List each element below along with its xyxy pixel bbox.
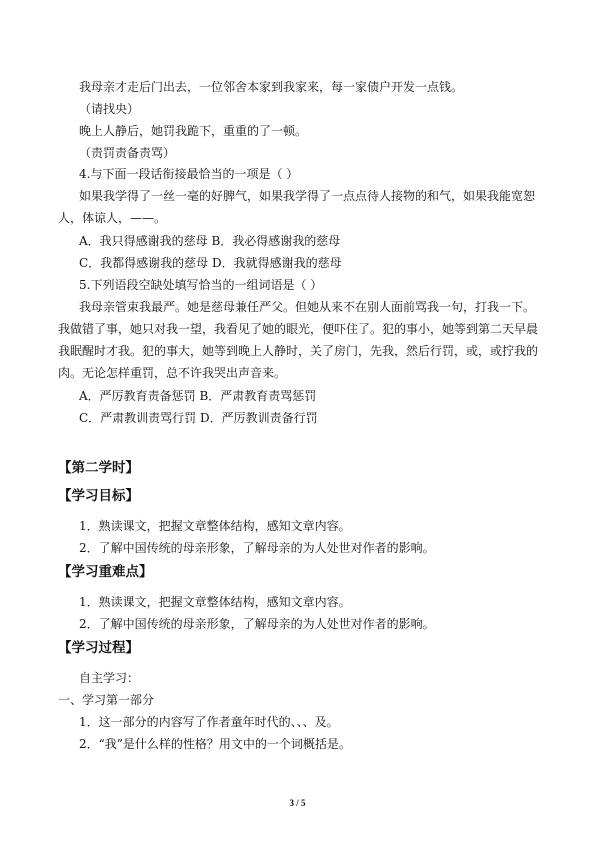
process-item: 2．“我”是什么样的性格？用文中的一个词概括是。 <box>79 737 351 751</box>
option-line: A．严厉教育责备惩罚 B．严肃教育责骂惩罚 <box>79 389 317 403</box>
text-line: 晚上人静后，她罚我跪下，重重的了一顿。 <box>79 124 308 138</box>
text-line: 肉。无论怎样重罚，总不许我哭出声音来。 <box>58 366 287 380</box>
process-heading: 【学习过程】 <box>58 640 139 656</box>
keypoint-item: 1．熟读课文，把握文章整体结构，感知文章内容。 <box>79 595 351 609</box>
process-item: 1．这一部分的内容写了作者童年时代的、、、及。 <box>79 715 339 729</box>
text-line: （责罚责备责骂） <box>79 146 176 160</box>
text-line: 我母亲管束我最严。她是慈母兼任严父。但她从来不在别人面前骂我一句，打我一下。 <box>79 300 536 314</box>
process-item: 一、学习第一部分 <box>58 693 155 707</box>
option-line: A．我只得感谢我的慈母 B．我必得感谢我的慈母 <box>79 234 341 248</box>
page-number: 3 / 5 <box>289 798 306 808</box>
goal-item: 2．了解中国传统的母亲形象，了解母亲的为人处世对作者的影响。 <box>79 541 435 555</box>
text-line: 我眠醒时才我。犯的事大，她等到晚上人静时，关了房门，先我，然后行罚，或，或拧我的 <box>58 344 539 358</box>
keypoints-heading: 【学习重难点】 <box>58 564 153 580</box>
text-line: 我做错了事，她只对我一望，我看见了她的眼光，便吓住了。犯的事小，她等到第二天早晨 <box>58 322 539 336</box>
question-4: 4.与下面一段话衔接最恰当的一项是（ ） <box>79 167 299 181</box>
goal-item: 1．熟读课文，把握文章整体结构，感知文章内容。 <box>79 519 351 533</box>
process-item: 自主学习： <box>79 671 140 685</box>
text-line: （请找央） <box>79 102 140 116</box>
option-line: C．严肃教训责骂行罚 D．严厉教训责备行罚 <box>79 411 318 425</box>
goals-heading: 【学习目标】 <box>58 488 139 504</box>
option-line: C．我都得感谢我的慈母 D．我就得感谢我的慈母 <box>79 256 342 270</box>
question-5: 5.下列语段空缺处填写恰当的一组词语是（ ） <box>79 278 323 292</box>
keypoint-item: 2．了解中国传统的母亲形象，了解母亲的为人处世对作者的影响。 <box>79 617 435 631</box>
text-line: 人，体谅人，——。 <box>58 211 167 225</box>
section-title: 【第二学时】 <box>58 460 139 476</box>
text-line: 如果我学得了一丝一毫的好脾气，如果我学得了一点点待人接物的和气，如果我能宽恕 <box>79 189 536 203</box>
text-line: 我母亲才走后门出去，一位邻舍本家到我家来，每一家债户开发一点钱。 <box>79 80 464 94</box>
